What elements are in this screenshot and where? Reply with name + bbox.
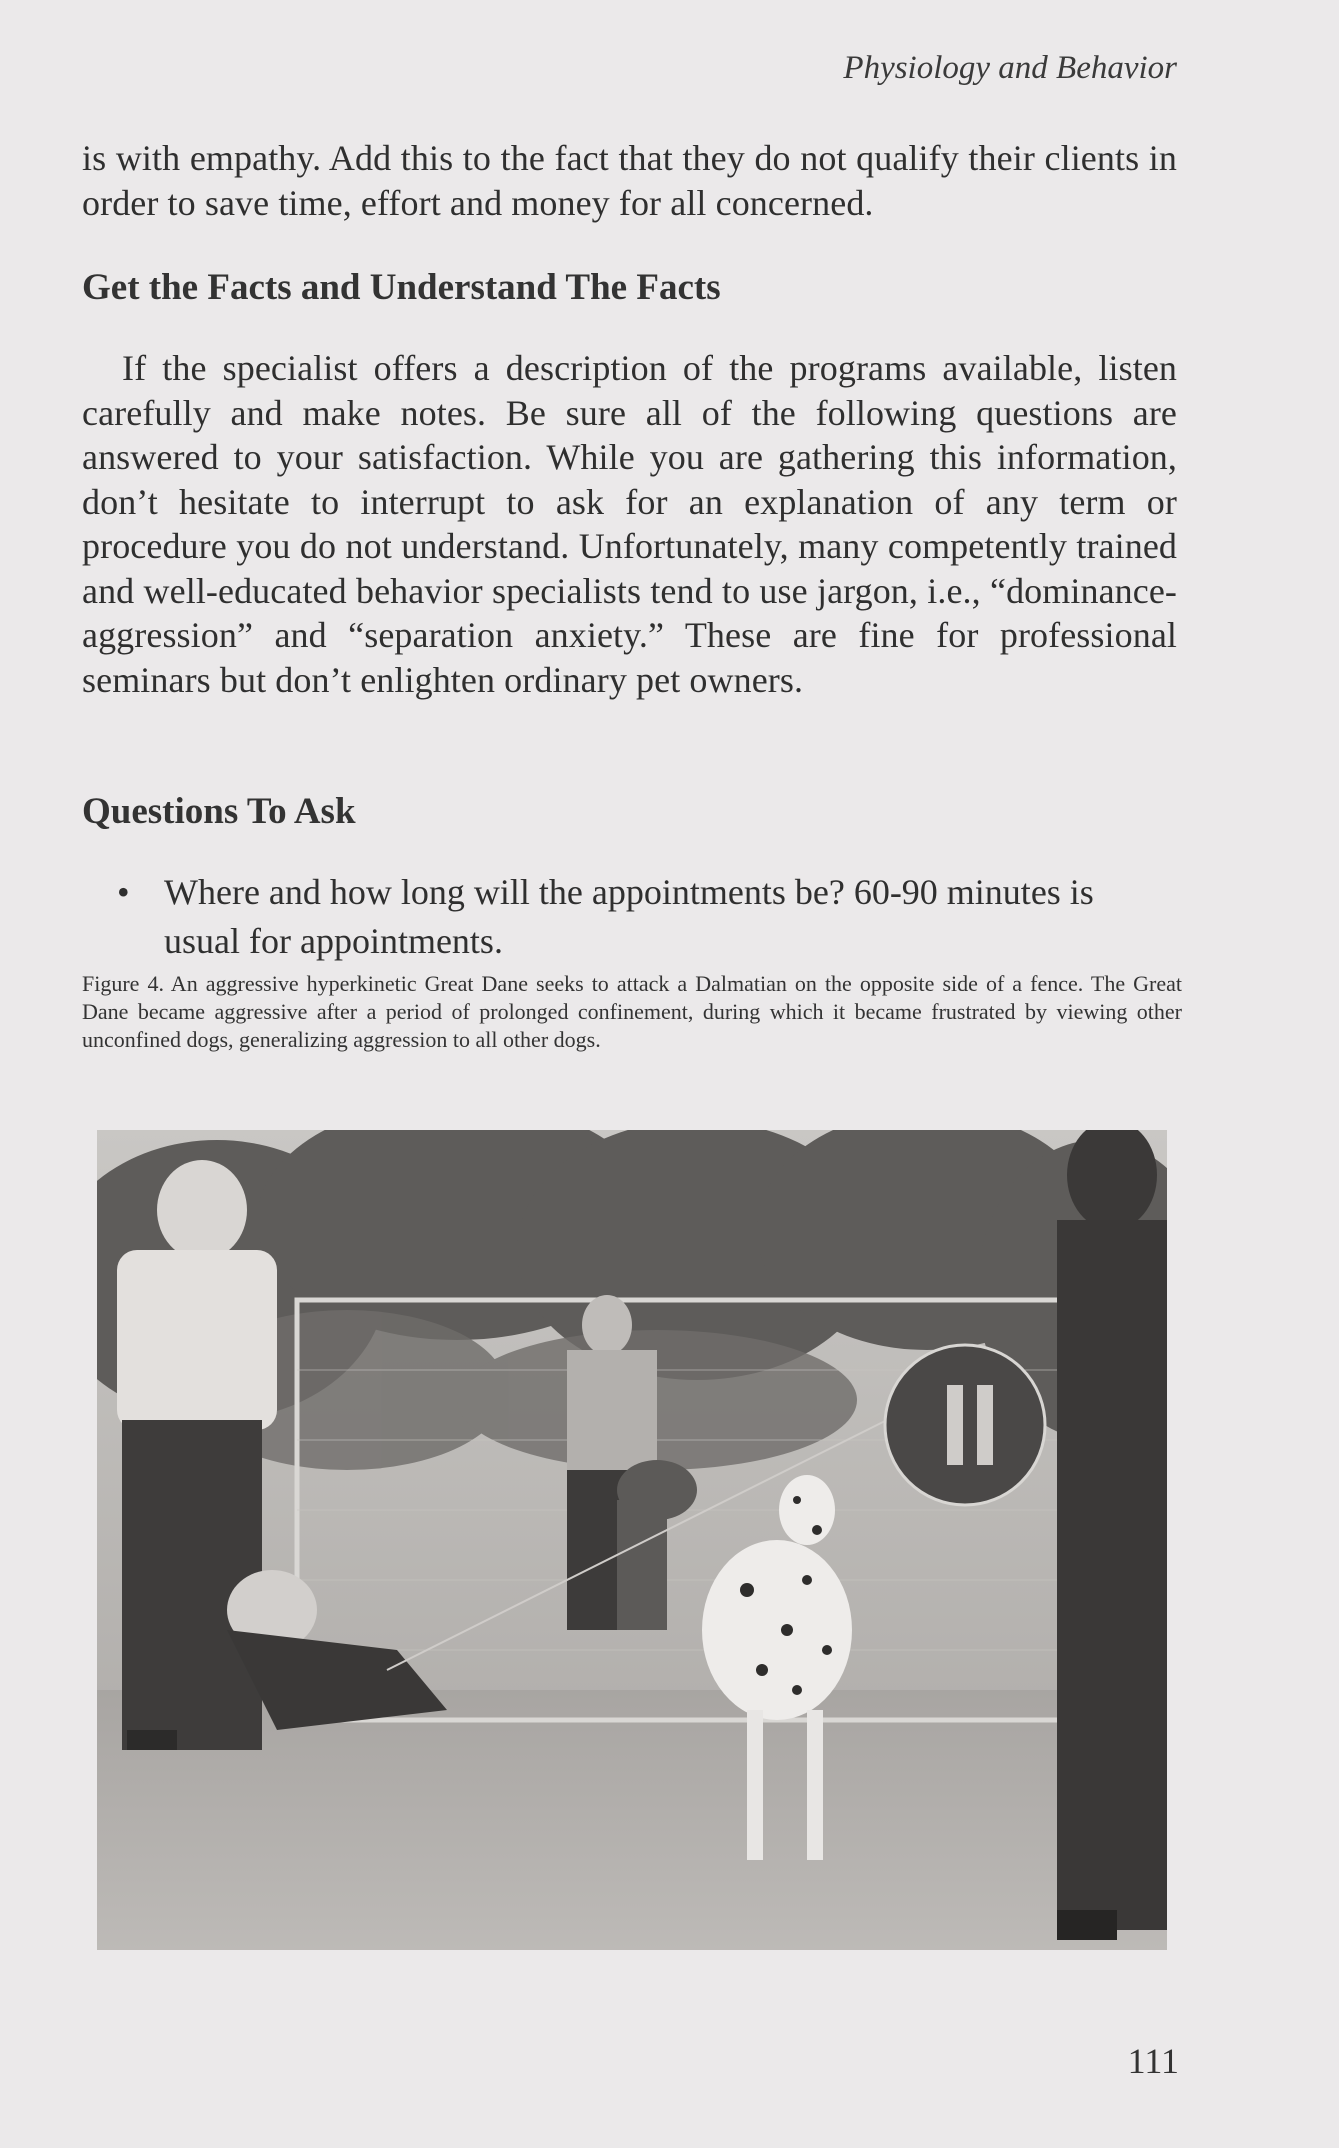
heading-get-the-facts: Get the Facts and Understand The Facts [82, 267, 721, 308]
bullet-item-appointments [117, 868, 1177, 966]
bullet-text: Where and how long will the appointments be? 60-90 minutes is usual for appointments. [164, 872, 1094, 961]
photo-inset-circle [885, 1345, 1045, 1505]
paragraph-empathy: is with empathy. Add this to the fact that they do not qualify their clients in order to save time, effort and money for all concerned. [82, 138, 1177, 223]
figure-caption: Figure 4. An aggressive hyperkinetic Great Dane seeks to attack a Dalmatian on the opposite side of a fence. The Great Dane became aggressive after a period of prolonged confinement, during which it became frustrated by viewing other unconfined dogs, generalizing aggression to all other dogs. [82, 971, 1182, 1052]
heading-questions-to-ask: Questions To Ask [82, 791, 356, 832]
figure-photo [97, 1130, 1167, 1950]
running-head: Physiology and Behavior [843, 50, 1177, 86]
paragraph-specialist: If the specialist offers a description of the programs available, listen carefully and make notes. Be sure all of the following questions are answered to your satisfaction. While you are gathering this information, don’t hesitate to interrupt to ask for an explanation of any term or procedure you do not understand. Unfortunately, many competently trained and well-educated behavior specialists tend to use jargon, i.e., “dominance-aggression” and “separation anxiety.” These are fine for professional seminars but don’t enlighten ordinary pet owners. [82, 348, 1177, 700]
bullet-marker: • [117, 872, 130, 912]
photo-person-right [1057, 1130, 1167, 1940]
page-number: 111 [1127, 2041, 1179, 2081]
